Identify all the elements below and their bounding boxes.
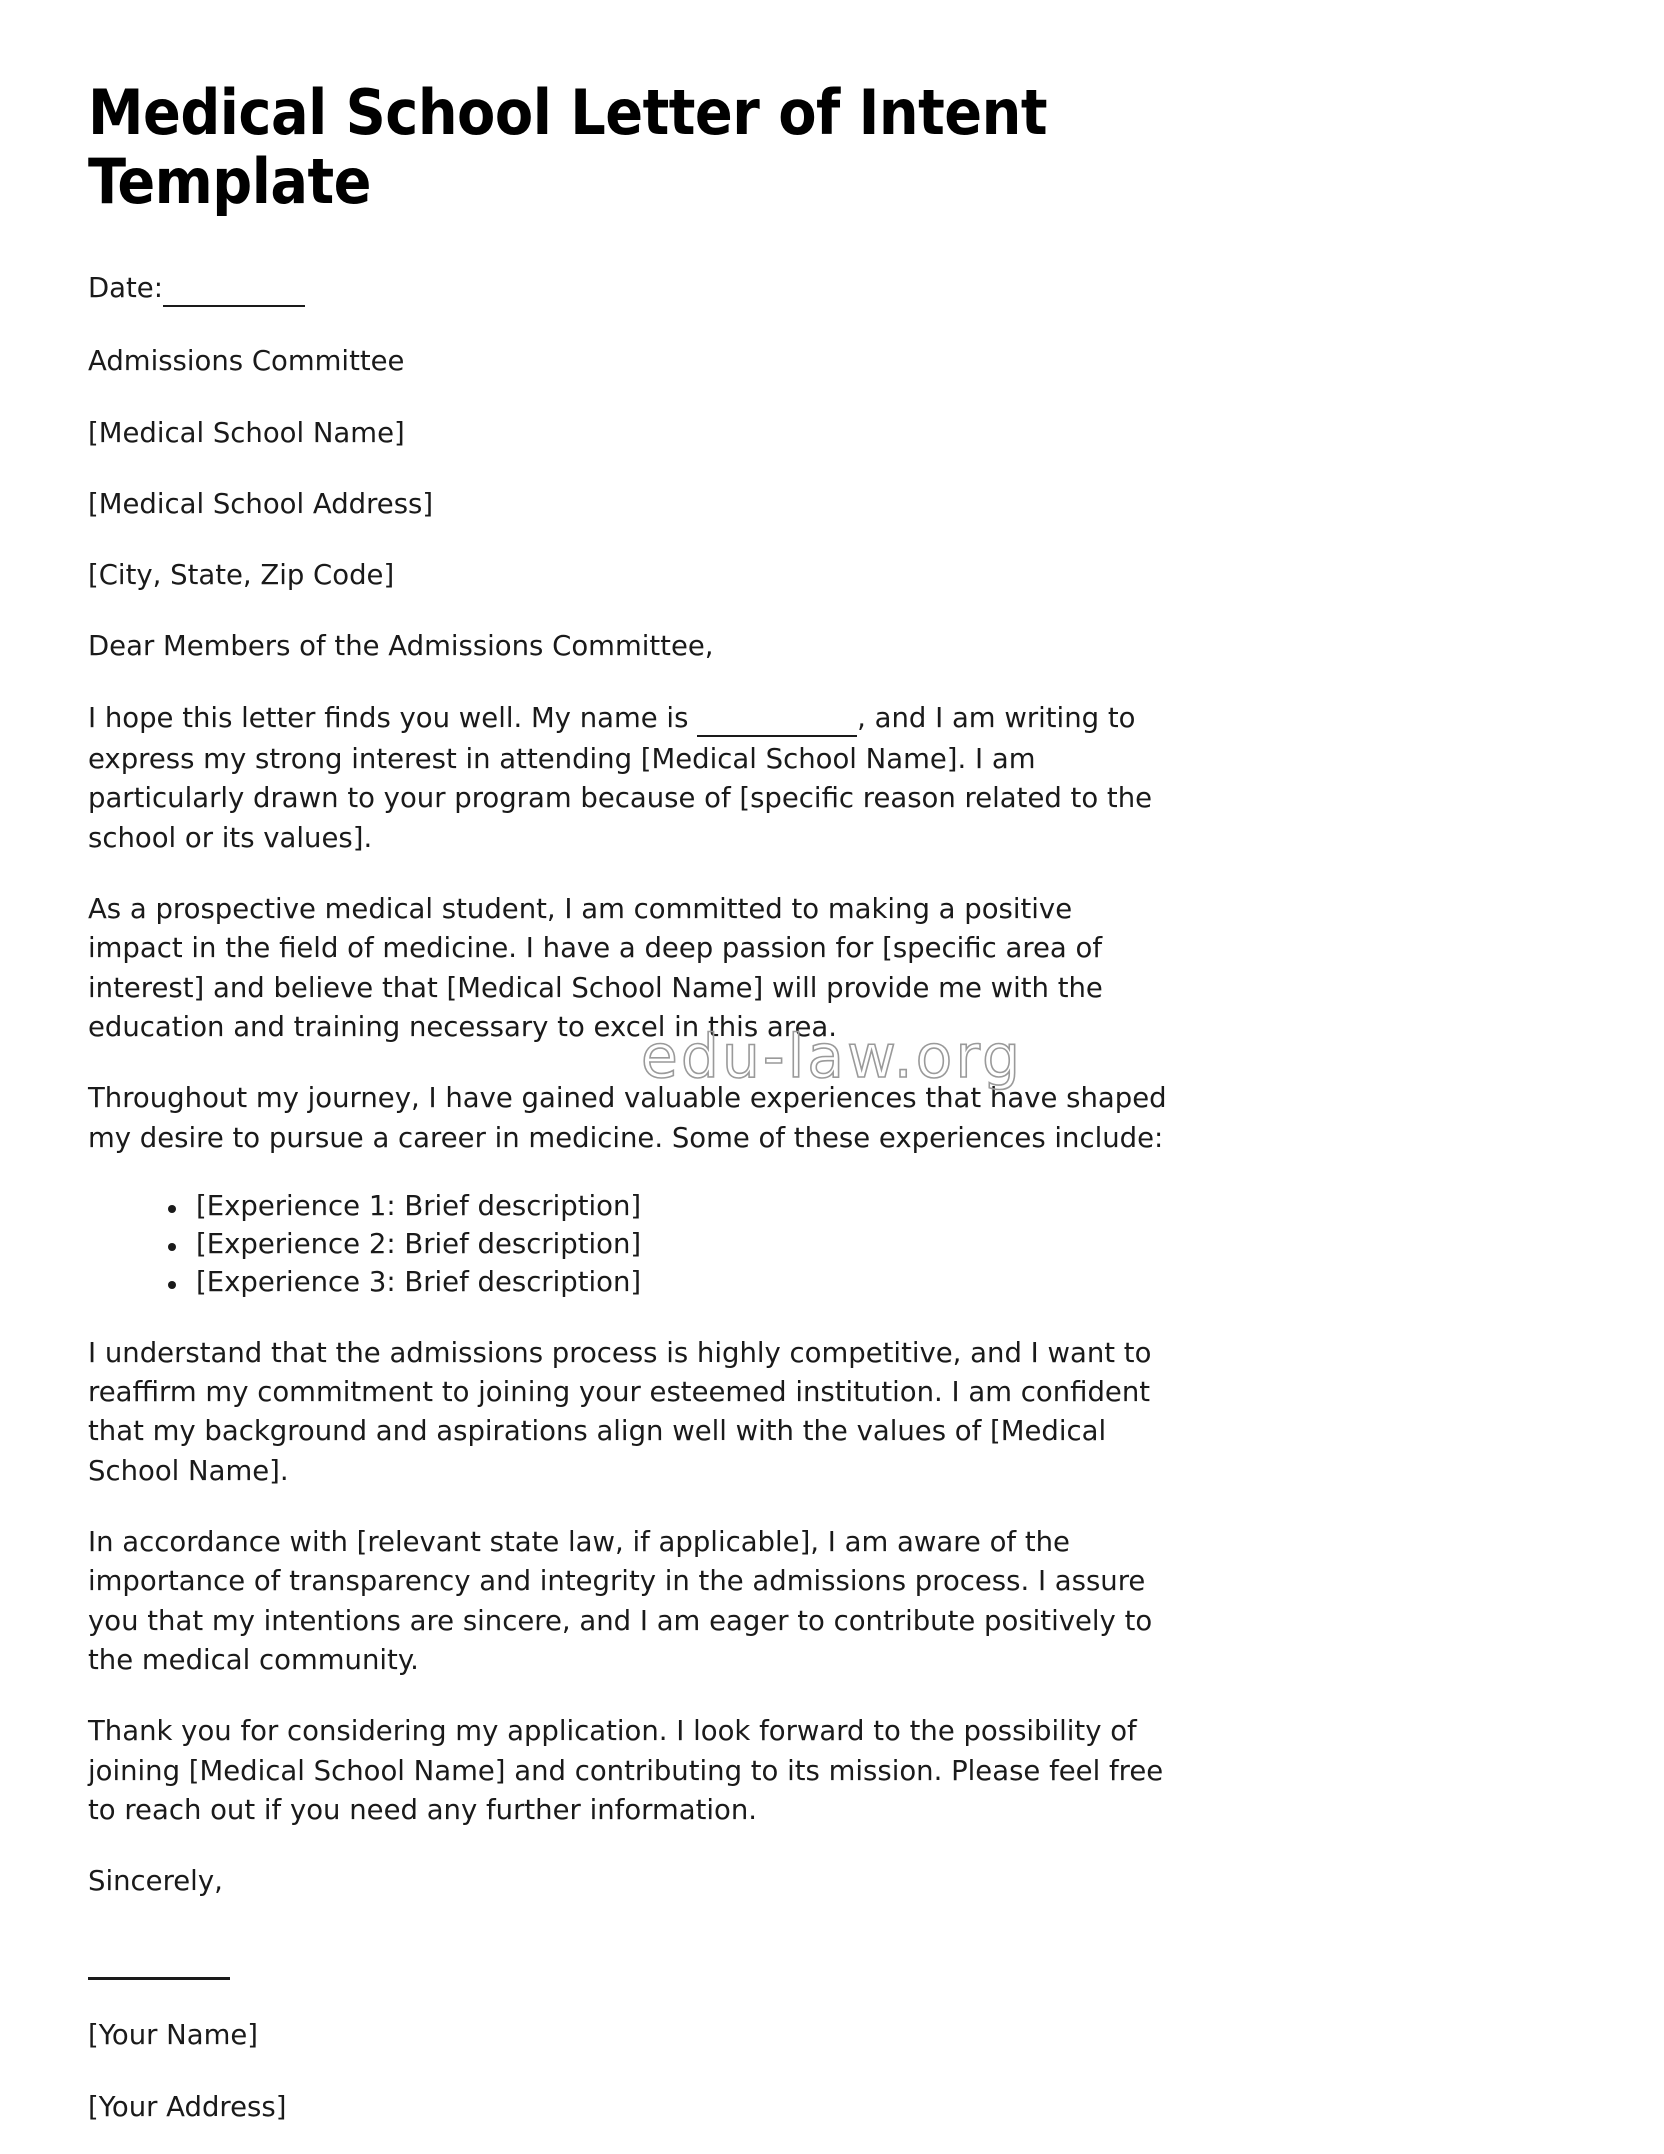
intro-text-before-blank: I hope this letter finds you well. My name is xyxy=(88,701,698,734)
recipient-city-state-zip: [City, State, Zip Code] xyxy=(88,559,395,592)
date-label: Date: xyxy=(88,271,163,304)
date-line xyxy=(88,269,1173,310)
closing-your-name: [Your Name] xyxy=(88,2019,259,2052)
paragraph-thanks: Thank you for considering my application. I look forward to the possibility of joining [Medical School Name] and contributing to its mission. Please feel free to reach out if you need any further information. xyxy=(88,1715,1164,1826)
list-item: [Experience 1: Brief description] xyxy=(162,1188,1247,1226)
name-blank-field[interactable] xyxy=(697,696,857,737)
paragraph-commitment: As a prospective medical student, I am committed to making a positive impact in the field of medicine. I have a deep passion for [specific area of interest] and believe that [Medical School Name] will provide me with the education and training necessary to excel in this area. xyxy=(88,893,1103,1043)
salutation: Dear Members of the Admissions Committee, xyxy=(88,630,714,663)
paragraph-journey: Throughout my journey, I have gained valuable experiences that have shaped my desire to pursue a career in medicine. Some of these experiences include: xyxy=(88,1082,1167,1154)
recipient-school-name: [Medical School Name] xyxy=(88,416,405,449)
paragraph-competitive: I understand that the admissions process is highly competitive, and I want to reaffirm my commitment to joining your esteemed institution. I am confident that my background and aspirations align well with the values of [Medical School Name]. xyxy=(88,1336,1152,1487)
signature-spacer xyxy=(88,1933,1569,1959)
site-watermark: edu-law.org xyxy=(640,1022,1024,1092)
signature-line[interactable] xyxy=(88,1977,230,1980)
closing-sincerely: Sincerely, xyxy=(88,1865,223,1898)
recipient-committee: Admissions Committee xyxy=(88,345,405,378)
experience-list xyxy=(88,1188,1247,1302)
paragraph-intro xyxy=(88,699,1173,858)
closing-your-address: [Your Address] xyxy=(88,2090,287,2123)
list-item: [Experience 3: Brief description] xyxy=(162,1264,1247,1302)
list-item: [Experience 2: Brief description] xyxy=(162,1226,1247,1264)
paragraph-compliance: In accordance with [relevant state law, if applicable], I am aware of the importance of transparency and integrity in the admissions process. I assure you that my intentions are sincere, and I am eager to contribute positively to the medical community. xyxy=(88,1525,1153,1676)
intro-text-after-blank: , and I am writing to express my strong interest in attending [Medical School Name]. I am particularly drawn to your program because of [specific reason related to the school or its values]. xyxy=(88,701,1153,854)
page-title: Medical School Letter of Intent Template xyxy=(88,76,1048,219)
date-blank-field[interactable] xyxy=(163,266,305,307)
recipient-school-address: [Medical School Address] xyxy=(88,487,434,520)
